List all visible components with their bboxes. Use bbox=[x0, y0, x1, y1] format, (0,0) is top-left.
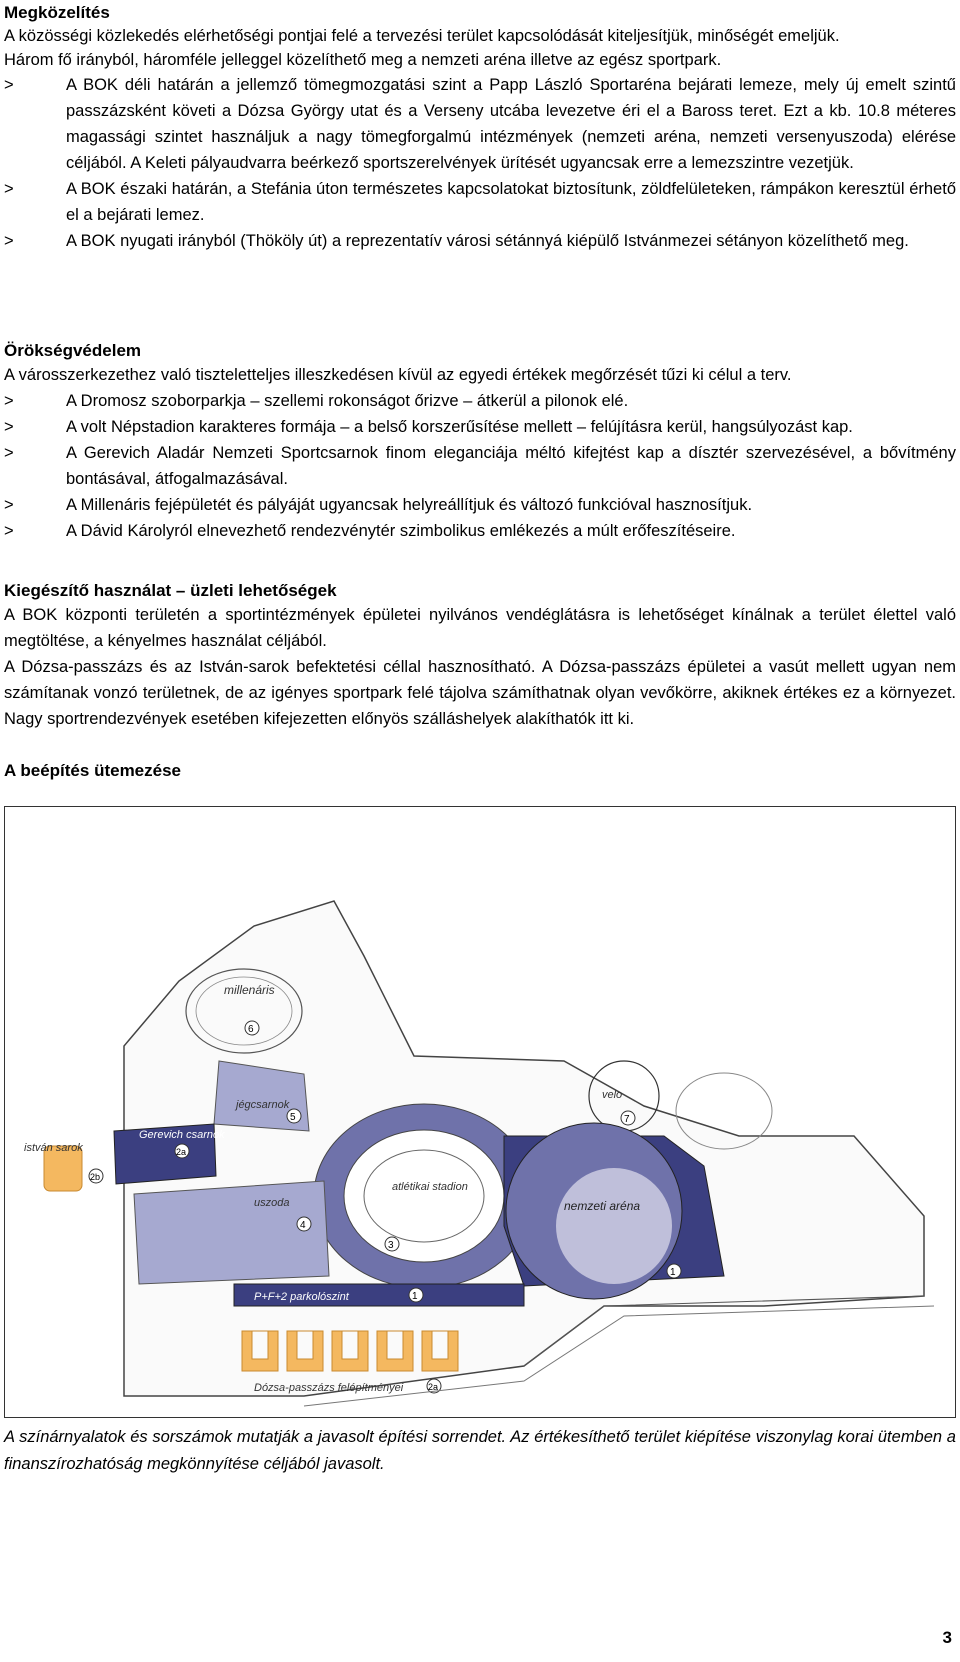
phase-number: 1 bbox=[670, 1267, 676, 1278]
phase-number: 7 bbox=[624, 1114, 630, 1125]
paragraph: Három fő irányból, háromféle jelleggel közelíthető meg a nemzeti aréna illetve az egész sportpark. bbox=[4, 51, 722, 69]
section-kiegeszito bbox=[4, 580, 956, 732]
phase-number: 5 bbox=[290, 1112, 296, 1123]
section-title: Örökségvédelem bbox=[4, 341, 142, 360]
phase-number: 4 bbox=[300, 1220, 306, 1231]
bullet-item bbox=[4, 176, 956, 228]
bullet-marker: > bbox=[4, 76, 14, 94]
paragraph: A közösségi közlekedés elérhetőségi pontjai felé a tervezési terület kapcsolódását kiteljesítjük, minőségét emeljük. bbox=[4, 27, 840, 45]
page-number: 3 bbox=[942, 1628, 952, 1647]
bullet-item bbox=[4, 388, 956, 414]
bullet-marker: > bbox=[4, 232, 14, 250]
bullet-item bbox=[4, 440, 956, 492]
figure-caption: A színárnyalatok és sorszámok mutatják a javasolt építési sorrendet. Az értékesíthető terület kiépítése viszonylag korai ütemben a finanszírozhatóság megkönnyítése céljából javasolt. bbox=[4, 1428, 956, 1473]
bullet-item bbox=[4, 228, 956, 254]
phase-number: 2a bbox=[176, 1147, 187, 1157]
paragraph: A BOK központi területén a sportintézmények épületei nyilvános vendéglátásra is lehetőséget kínálnak a terület élettel való megtöltése, a kényelmes használat céljából. bbox=[4, 606, 956, 650]
bullet-text: A BOK nyugati irányból (Thököly út) a reprezentatív városi sétánnyá kiépülő Istvánmezei sétányon közelíthető meg. bbox=[66, 232, 909, 250]
label-velo: velo bbox=[602, 1089, 623, 1101]
bullet-text: A Dromosz szoborparkja – szellemi rokonságot őrizve – átkerül a pilonok elé. bbox=[66, 392, 629, 410]
bullet-marker: > bbox=[4, 522, 14, 540]
label-dozsa: Dózsa-passzázs felépítményei bbox=[254, 1382, 404, 1394]
section-title: A beépítés ütemezése bbox=[4, 761, 181, 780]
label-nemzeti: nemzeti aréna bbox=[564, 1199, 641, 1213]
phase-number: 6 bbox=[248, 1024, 254, 1035]
paragraph: A Dózsa-passzázs és az István-sarok befektetési céllal hasznosítható. A Dózsa-passzázs épületei a vasút mellett ugyan nem számítanak vonzó területnek, de az igényes sportpark felé tájolva számíthatnak olyan vevőkörre, akiknek értékes ez a környezet. Nagy sportrendezvények esetében kifejezetten előnyös szálláshelyek alakíthatók itt ki. bbox=[4, 658, 956, 728]
label-parkolo: P+F+2 parkolószint bbox=[254, 1291, 349, 1303]
bullet-text: A Millenáris fejépületét és pályáját ugyancsak helyreállítjuk és változó funkcióval hasznosítjuk. bbox=[66, 496, 753, 514]
section-oroksegvedelem bbox=[4, 340, 956, 544]
bullet-marker: > bbox=[4, 496, 14, 514]
label-jegcsarnok: jégcsarnok bbox=[236, 1099, 290, 1111]
phase-number: 2a bbox=[428, 1382, 439, 1392]
phase-number: 3 bbox=[388, 1240, 394, 1251]
label-uszoda: uszoda bbox=[254, 1197, 290, 1209]
section-title: Kiegészítő használat – üzleti lehetőségek bbox=[4, 581, 337, 600]
bullet-item bbox=[4, 518, 956, 544]
section-utemezes bbox=[4, 760, 956, 782]
bullet-text: A Dávid Károlyról elnevezhető rendezvénytér szimbolikus emlékezés a múlt erőfeszítéseire. bbox=[66, 522, 736, 540]
bullet-item bbox=[4, 72, 956, 176]
label-millenaris: millenáris bbox=[224, 983, 275, 997]
site-plan-figure bbox=[4, 806, 956, 1418]
bullet-marker: > bbox=[4, 180, 14, 198]
bullet-text: A BOK északi határán, a Stefánia úton természetes kapcsolatokat biztosítunk, zöldfelületeken, rámpákon keresztül érhető el a bejárati lemez. bbox=[66, 180, 956, 224]
uszoda-building bbox=[134, 1181, 329, 1284]
bullet-marker: > bbox=[4, 418, 14, 436]
bullet-item bbox=[4, 492, 956, 518]
arena-highlight bbox=[556, 1168, 672, 1284]
phase-number: 1 bbox=[412, 1291, 418, 1302]
bullet-item bbox=[4, 414, 956, 440]
phase-number: 2b bbox=[90, 1172, 101, 1182]
label-istvan: istván sarok bbox=[24, 1142, 83, 1154]
bullet-text: A Gerevich Aladár Nemzeti Sportcsarnok finom eleganciája méltó kifejtést kap a dísztér szervezésével, a bővítmény bontásával, átfogalmazásával. bbox=[66, 444, 956, 488]
bullet-text: A BOK déli határán a jellemző tömegmozgatási szint a Papp László Sportaréna bejárati lemeze, mely új emelt szintű passzázsként követi a Dózsa György utat és a Verseny utcába levezetve éri el a Baross teret. Ezt a kb. 10.8 méteres magassági szintet használjuk a nagy tömegforgalmú intézmények (nemzeti aréna, nemzeti versenyuszoda) elérése céljából. A Keleti pályaudvarra beérkező sportszerelvények ürítését ugyancsak erre a lemezszintre vezetjük. bbox=[66, 76, 956, 172]
label-gerevich: Gerevich csarnok bbox=[139, 1129, 225, 1141]
bullet-marker: > bbox=[4, 392, 14, 410]
section-megkozelites bbox=[4, 2, 956, 254]
bullet-text: A volt Népstadion karakteres formája – a belső korszerűsítése mellett – felújításra kerül, hangsúlyozást kap. bbox=[66, 418, 853, 436]
section-title: Megközelítés bbox=[4, 3, 110, 22]
bullet-marker: > bbox=[4, 444, 14, 462]
label-atletikai: atlétikai stadion bbox=[392, 1181, 468, 1193]
paragraph: A városszerkezethez való tiszteletteljes illeszkedésen kívül az egyedi értékek megőrzését tűzi ki célul a terv. bbox=[4, 366, 792, 384]
